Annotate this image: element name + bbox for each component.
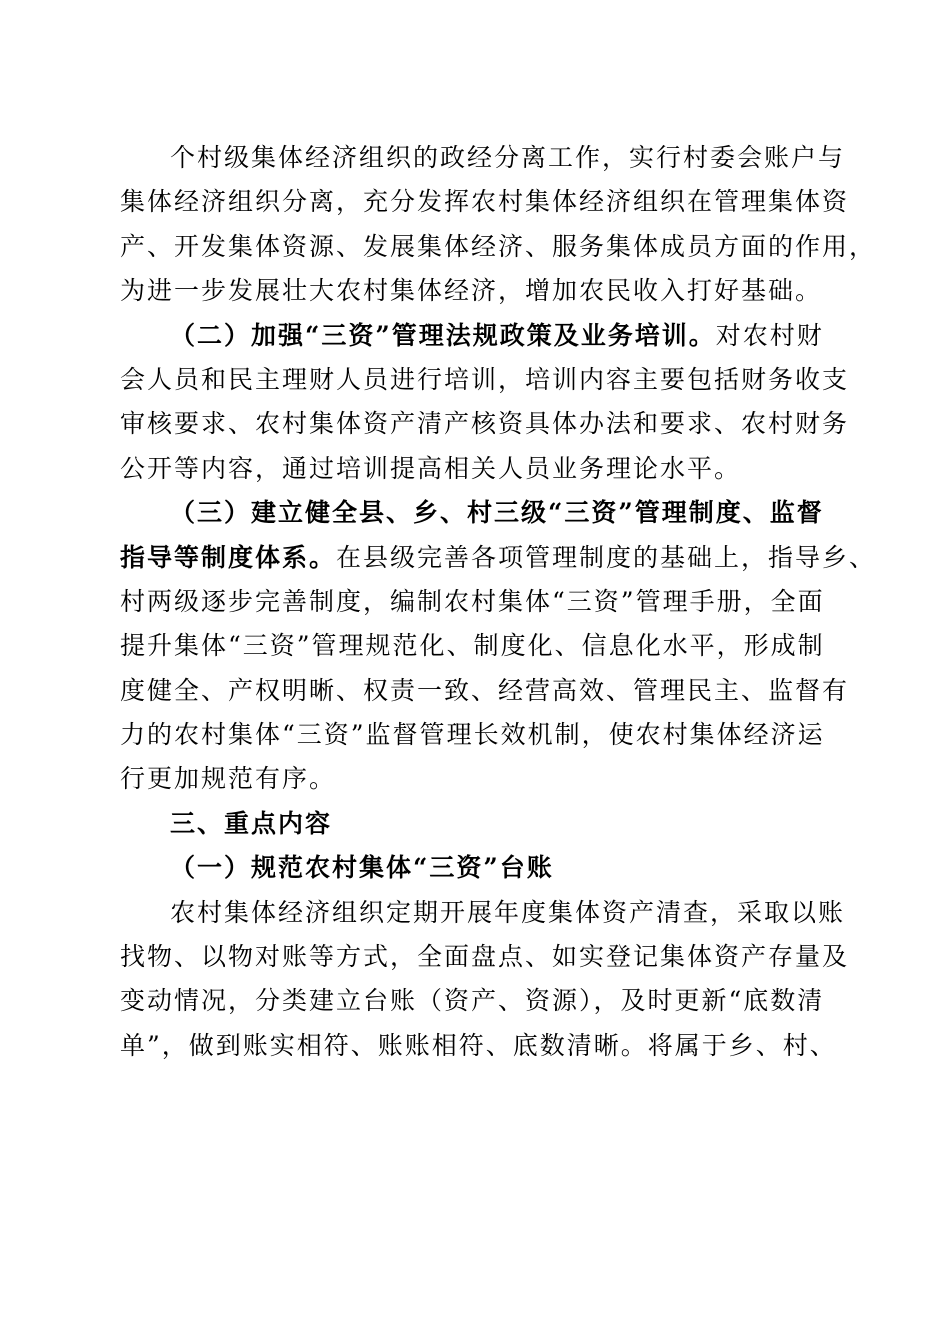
text-line: 审核要求、农村集体资产清产核资具体办法和要求、农村财务 — [120, 409, 850, 439]
text-line: 力的农村集体“三资”监督管理长效机制，使农村集体经济运 — [120, 720, 825, 750]
paragraph-4 — [120, 891, 850, 1069]
bold-lead: （二）加强“三资”管理法规政策及业务培训。 — [170, 320, 716, 350]
paragraph-1 — [120, 136, 877, 314]
text-line — [120, 314, 824, 358]
text-line: 提升集体“三资”管理规范化、制度化、信息化水平，形成制 — [120, 631, 825, 661]
text-line: （三）建立健全县、乡、村三级“三资”管理制度、监督 — [170, 498, 824, 528]
bold-lead: 指导等制度体系。 — [120, 542, 337, 572]
text-line: 变动情况，分类建立台账（资产、资源），及时更新“底数清 — [120, 986, 825, 1016]
text-line: 集体经济组织分离，充分发挥农村集体经济组织在管理集体资 — [120, 187, 850, 217]
text-line: 行更加规范有序。 — [120, 764, 337, 794]
text-line — [120, 536, 877, 580]
text-run: 对农村财 — [715, 320, 824, 350]
text-line: 为进一步发展壮大农村集体经济，增加农民收入打好基础。 — [120, 276, 823, 306]
text-line: 村两级逐步完善制度，编制农村集体“三资”管理手册，全面 — [120, 586, 825, 616]
text-line: 产、开发集体资源、发展集体经济、服务集体成员方面的作用， — [120, 231, 877, 261]
text-line: 农村集体经济组织定期开展年度集体资产清查，采取以账 — [170, 897, 846, 927]
document-body — [120, 136, 877, 1068]
text-line: 度健全、产权明晰、权责一致、经营高效、管理民主、监督有 — [120, 675, 850, 705]
text-line: 单”，做到账实相符、账账相符、底数清晰。将属于乡、村、 — [120, 1030, 837, 1060]
text-line: 公开等内容，通过培训提高相关人员业务理论水平。 — [120, 453, 742, 483]
text-line: 个村级集体经济组织的政经分离工作，实行村委会账户与 — [170, 143, 846, 172]
text-line: 会人员和民主理财人员进行培训，培训内容主要包括财务收支 — [120, 364, 850, 394]
subsection-heading: （一）规范农村集体“三资”台账 — [170, 853, 554, 883]
paragraph-3 — [120, 491, 877, 802]
text-run: 在县级完善各项管理制度的基础上，指导乡、 — [336, 542, 877, 572]
paragraph-2 — [120, 314, 850, 492]
text-line: 找物、以物对账等方式，全面盘点、如实登记集体资产存量及 — [120, 942, 850, 972]
section-heading: 三、重点内容 — [170, 808, 333, 838]
